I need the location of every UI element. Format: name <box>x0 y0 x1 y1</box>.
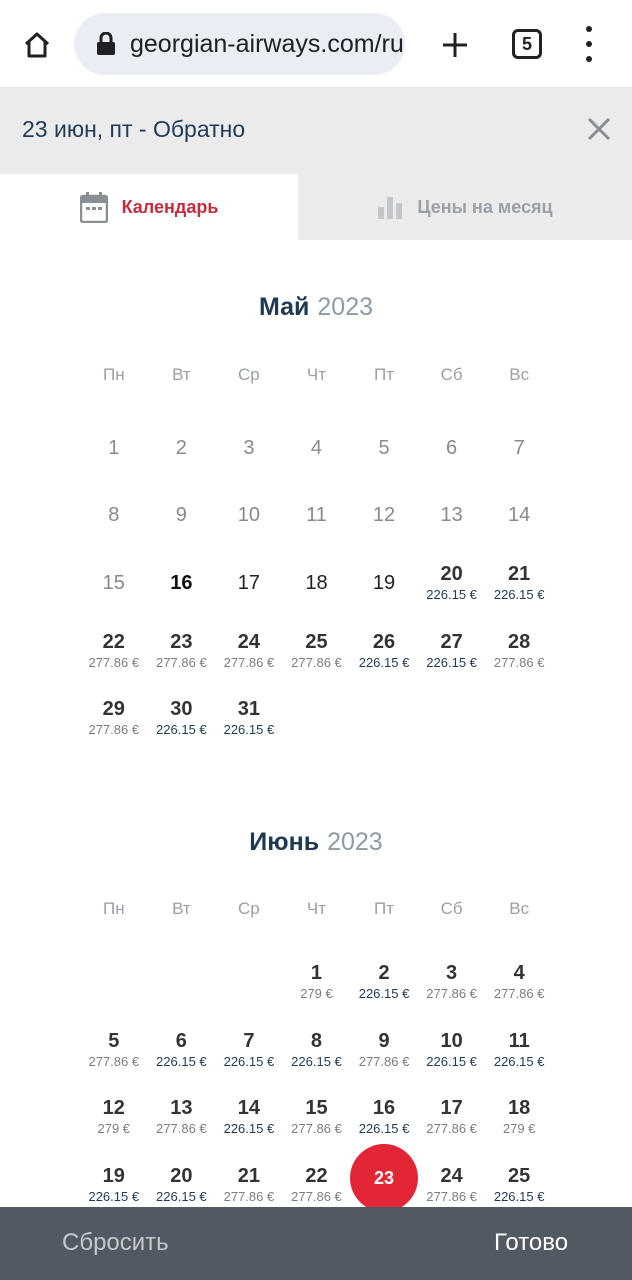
day-cell <box>485 482 553 550</box>
day-cell[interactable] <box>148 1016 216 1084</box>
day-number: 24 <box>237 630 261 653</box>
day-cell[interactable] <box>80 684 148 752</box>
day-number: 22 <box>102 630 125 653</box>
day-number: 11 <box>306 504 327 527</box>
month-year: 2023 <box>317 293 374 321</box>
day-price: 226.15 € <box>223 1121 275 1137</box>
weekday-label: Чт <box>306 899 327 918</box>
day-cell[interactable] <box>215 1083 283 1151</box>
day-number: 19 <box>102 1164 125 1187</box>
weekday-label: Сб <box>440 365 463 384</box>
month-title <box>0 828 632 857</box>
tab-switcher-button[interactable]: 5 <box>512 29 542 59</box>
empty-cell <box>215 948 283 1016</box>
day-cell[interactable] <box>350 617 418 685</box>
plus-icon <box>441 31 469 59</box>
day-price: 277.86 € <box>88 1053 140 1069</box>
day-price: 226.15 € <box>223 722 275 738</box>
day-price: 277.86 € <box>358 1053 410 1069</box>
header-title: 23 июн, пт - Обратно <box>22 116 246 142</box>
day-number: 15 <box>305 1097 328 1120</box>
day-price: 277.86 € <box>291 654 342 670</box>
day-number: 4 <box>310 436 323 459</box>
day-cell <box>215 482 283 550</box>
empty-cell <box>80 948 148 1016</box>
day-cell[interactable] <box>418 948 486 1016</box>
date-picker-header <box>0 88 632 174</box>
day-cell <box>418 482 486 550</box>
day-number: 1 <box>310 962 323 985</box>
day-cell[interactable] <box>485 617 553 685</box>
day-number: 20 <box>170 1164 193 1187</box>
day-number: 6 <box>175 1029 187 1052</box>
weekday-label: Вт <box>172 899 191 918</box>
day-number: 10 <box>440 1029 463 1052</box>
day-number: 23 <box>374 1168 395 1189</box>
day-number: 2 <box>175 436 187 459</box>
day-cell <box>283 482 351 550</box>
month-name: Май <box>258 293 310 321</box>
day-number: 11 <box>508 1029 530 1052</box>
day-cell[interactable] <box>350 1083 418 1151</box>
day-number: 12 <box>102 1097 125 1120</box>
day-price: 277.86 € <box>291 1121 342 1137</box>
weekday-label: Вт <box>172 365 191 384</box>
day-number: 4 <box>513 962 525 985</box>
day-cell <box>148 482 216 550</box>
day-price: 277.86 € <box>156 1121 207 1137</box>
day-cell[interactable] <box>148 617 216 685</box>
day-number: 17 <box>237 571 261 594</box>
calendar-icon <box>80 191 108 223</box>
footer-bar <box>0 1207 632 1280</box>
day-number: 13 <box>440 504 463 527</box>
weekday-label: Чт <box>306 365 327 384</box>
day-price: 279 € <box>97 1121 131 1137</box>
empty-cell <box>148 948 216 1016</box>
day-number: 15 <box>102 571 125 594</box>
month-title <box>0 293 632 322</box>
day-number: 5 <box>378 436 390 459</box>
weekday-label: Сб <box>440 899 463 918</box>
day-cell <box>148 414 216 482</box>
day-number: 8 <box>310 1029 323 1052</box>
day-price: 226.15 € <box>156 1053 207 1069</box>
weekday-label: Ср <box>238 899 260 918</box>
day-cell[interactable] <box>485 549 553 617</box>
day-number: 19 <box>372 571 396 594</box>
day-number: 2 <box>378 962 390 985</box>
day-number: 6 <box>446 436 458 459</box>
weekday-label: Вс <box>509 365 530 384</box>
day-price: 226.15 € <box>358 986 410 1002</box>
day-number: 26 <box>372 630 396 653</box>
day-price: 277.86 € <box>88 654 140 670</box>
month-name: Июнь <box>249 828 320 856</box>
day-number: 16 <box>170 571 193 594</box>
day-price: 226.15 € <box>426 1053 477 1069</box>
day-number: 18 <box>305 571 328 594</box>
day-number: 23 <box>170 630 193 653</box>
day-number: 30 <box>170 698 193 721</box>
day-cell <box>418 414 486 482</box>
weekday-label: Пн <box>102 899 125 918</box>
day-number: 20 <box>440 563 463 586</box>
dot-icon <box>586 26 592 32</box>
new-tab-button[interactable] <box>434 24 476 66</box>
day-price: 226.15 € <box>156 1188 207 1204</box>
day-cell[interactable] <box>148 1083 216 1151</box>
day-cell[interactable] <box>283 549 351 617</box>
dot-icon <box>586 56 592 62</box>
day-cell[interactable] <box>350 549 418 617</box>
day-number: 14 <box>237 1097 261 1120</box>
day-cell[interactable] <box>418 617 486 685</box>
day-number: 28 <box>508 630 531 653</box>
day-cell <box>80 482 148 550</box>
day-price: 277.86 € <box>426 986 477 1002</box>
day-number: 5 <box>108 1029 120 1052</box>
day-number: 12 <box>372 504 396 527</box>
day-price: 277.86 € <box>291 1188 342 1204</box>
browser-toolbar <box>0 0 632 88</box>
day-number: 22 <box>305 1164 328 1187</box>
day-price: 226.15 € <box>493 1053 545 1069</box>
weekday-label: Вс <box>509 899 530 918</box>
weekday-label: Пн <box>102 365 125 384</box>
day-cell[interactable] <box>215 549 283 617</box>
day-cell[interactable] <box>350 1016 418 1084</box>
lock-icon <box>96 32 116 56</box>
day-cell[interactable] <box>148 549 216 617</box>
day-cell[interactable] <box>283 1016 351 1084</box>
tab-calendar[interactable] <box>0 174 298 240</box>
day-cell <box>485 414 553 482</box>
day-price: 226.15 € <box>426 654 477 670</box>
selected-day-marker[interactable] <box>350 1144 418 1212</box>
reset-button[interactable]: Сбросить <box>62 1229 169 1256</box>
day-price: 226.15 € <box>291 1053 342 1069</box>
day-price: 277.86 € <box>156 654 207 670</box>
day-number: 24 <box>440 1164 463 1187</box>
bar-chart-icon <box>377 195 403 219</box>
day-price: 226.15 € <box>156 722 207 738</box>
day-cell[interactable] <box>80 1083 148 1151</box>
done-button[interactable]: Готово <box>494 1229 569 1256</box>
day-number: 18 <box>508 1097 531 1120</box>
url-text: georgian-airways.com/ru <box>130 30 404 58</box>
day-number: 3 <box>446 962 458 985</box>
tab-monthly-prices[interactable] <box>298 174 632 240</box>
day-cell <box>350 414 418 482</box>
month-year: 2023 <box>327 828 383 856</box>
day-price: 279 € <box>502 1121 536 1137</box>
day-cell[interactable] <box>215 684 283 752</box>
day-number: 7 <box>513 436 525 459</box>
weekday-header <box>80 899 553 919</box>
day-price: 277.86 € <box>493 654 545 670</box>
day-cell[interactable] <box>418 1016 486 1084</box>
day-cell[interactable] <box>215 1016 283 1084</box>
tab-calendar-label: Календарь <box>121 196 219 217</box>
day-price: 279 € <box>300 986 333 1002</box>
day-cell <box>80 414 148 482</box>
day-cell[interactable] <box>283 617 351 685</box>
day-cell[interactable] <box>283 948 351 1016</box>
day-number: 29 <box>102 698 125 721</box>
day-price: 226.15 € <box>223 1053 275 1069</box>
day-number: 31 <box>237 698 261 721</box>
day-price: 277.86 € <box>88 722 140 738</box>
day-price: 226.15 € <box>493 587 545 603</box>
day-cell[interactable] <box>418 549 486 617</box>
day-number: 27 <box>440 630 463 653</box>
day-number: 25 <box>508 1164 531 1187</box>
day-number: 21 <box>237 1164 261 1187</box>
day-cell <box>283 414 351 482</box>
day-price: 277.86 € <box>223 654 275 670</box>
day-number: 21 <box>508 563 531 586</box>
day-cell[interactable] <box>80 1016 148 1084</box>
day-cell[interactable] <box>485 1016 553 1084</box>
day-cell[interactable] <box>485 1083 553 1151</box>
day-cell <box>350 482 418 550</box>
day-cell[interactable] <box>418 1083 486 1151</box>
day-number: 9 <box>175 504 187 527</box>
weekday-header <box>80 365 553 385</box>
day-cell[interactable] <box>485 948 553 1016</box>
day-number: 25 <box>305 630 328 653</box>
home-icon <box>22 30 52 60</box>
day-price: 277.86 € <box>223 1188 275 1204</box>
weekday-label: Пт <box>374 365 395 384</box>
day-number: 14 <box>508 504 531 527</box>
day-number: 9 <box>378 1029 390 1052</box>
day-cell[interactable] <box>283 1083 351 1151</box>
browser-menu-button[interactable] <box>574 26 604 62</box>
close-icon[interactable] <box>584 114 614 144</box>
day-number: 17 <box>440 1097 463 1120</box>
day-number: 13 <box>170 1097 193 1120</box>
day-price: 226.15 € <box>493 1188 545 1204</box>
day-cell[interactable] <box>80 617 148 685</box>
day-number: 1 <box>108 436 120 459</box>
day-price: 226.15 € <box>358 654 410 670</box>
day-price: 277.86 € <box>426 1121 477 1137</box>
day-cell <box>80 549 148 617</box>
day-price: 226.15 € <box>358 1121 410 1137</box>
calendar-grid-june <box>80 948 553 1218</box>
weekday-label: Ср <box>238 365 260 384</box>
day-price: 226.15 € <box>88 1188 140 1204</box>
tab-monthly-prices-label: Цены на месяц <box>417 196 553 217</box>
day-number: 10 <box>237 504 261 527</box>
day-number: 3 <box>243 436 255 459</box>
day-price: 226.15 € <box>426 587 477 603</box>
weekday-label: Пт <box>374 899 395 918</box>
day-cell[interactable] <box>350 948 418 1016</box>
day-number: 7 <box>243 1029 255 1052</box>
day-cell[interactable] <box>215 617 283 685</box>
day-price: 277.86 € <box>426 1188 477 1204</box>
day-number: 16 <box>372 1097 396 1120</box>
day-cell <box>215 414 283 482</box>
calendar-grid-may <box>80 414 553 752</box>
day-number: 8 <box>108 504 120 527</box>
day-cell[interactable] <box>148 684 216 752</box>
dot-icon <box>586 41 592 47</box>
home-button[interactable] <box>16 24 58 66</box>
address-bar[interactable] <box>74 13 405 75</box>
day-price: 277.86 € <box>493 986 545 1002</box>
